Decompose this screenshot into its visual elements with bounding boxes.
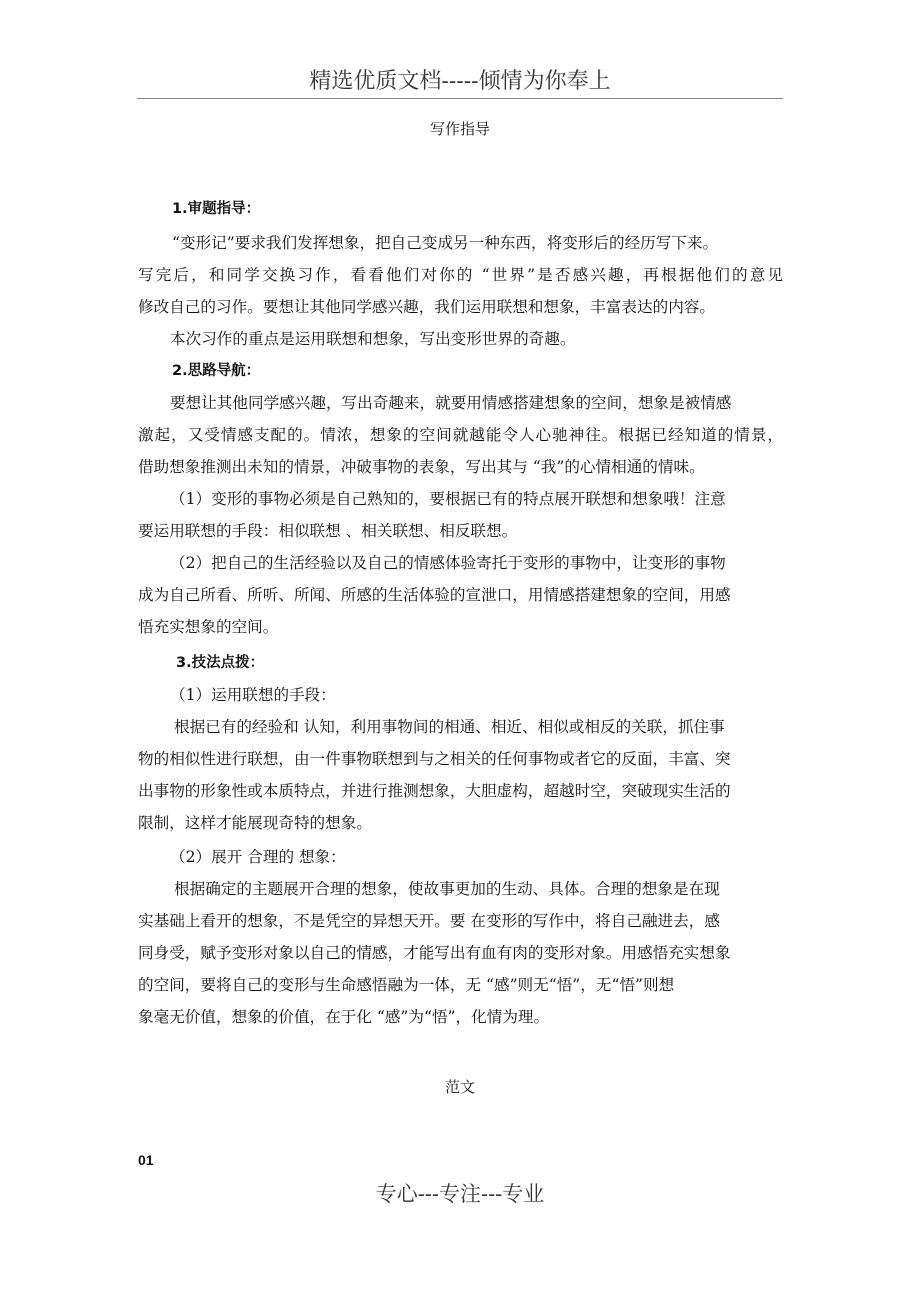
paragraph-line: 激起，又受情感支配的。情浓，想象的空间就越能令人心驰神往。根据已经知道的情景， [138, 426, 783, 444]
sample-number: 01 [138, 1152, 154, 1168]
paragraph-line: 写完后，和同学交换习作，看看他们对你的 “世界”是否感兴趣，再根据他们的意见 [138, 266, 783, 284]
paragraph-line: （2）把自己的生活经验以及自己的情感体验寄托于变形的事物中，让变形的事物 [170, 554, 726, 572]
paragraph-line: 根据确定的主题展开合理的想象，使故事更加的生动、具体。合理的想象是在现 [174, 880, 720, 898]
section-1-heading: 1.审题指导： [172, 201, 261, 217]
page-footer: 专心---专注---专业 [375, 1182, 545, 1206]
paragraph-line: 限制，这样才能展现奇特的想象。 [138, 814, 372, 832]
document-title: 写作指导 [429, 120, 490, 138]
page-header-title: 精选优质文档-----倾情为你奉上 [309, 69, 611, 94]
paragraph-line: 象毫无价值，想象的价值，在于化 “感”为“悟”，化情为理。 [138, 1008, 550, 1026]
paragraph-line: 出事物的形象性或本质特点，并进行推测想象，大胆虚构，超越时空，突破现实生活的 [138, 782, 731, 800]
sample-essay-title: 范文 [444, 1078, 475, 1096]
paragraph-line: 物的相似性进行联想，由一件事物联想到与之相关的任何事物或者它的反面，丰富、突 [138, 750, 731, 768]
section-2-heading: 2.思路导航： [172, 363, 261, 379]
paragraph-line: 本次习作的重点是运用联想和想象，写出变形世界的奇趣。 [170, 330, 576, 348]
paragraph-line: 根据已有的经验和 认知，利用事物间的相通、相近、相似或相反的关联，抓住事 [174, 718, 725, 736]
paragraph-line: 借助想象推测出未知的情景，冲破事物的表象，写出其与 “我”的心情相通的情味。 [138, 458, 705, 476]
paragraph-line: “变形记”要求我们发挥想象，把自己变成另一种东西，将变形后的经历写下来。 [172, 234, 719, 252]
paragraph-line: （1）变形的事物必须是自己熟知的，要根据已有的特点展开联想和想象哦！注意 [170, 490, 726, 508]
paragraph-line: 成为自己所看、所听、所闻、所感的生活体验的宣泄口，用情感搭建想象的空间，用感 [138, 586, 731, 604]
paragraph-line: 悟充实想象的空间。 [138, 618, 279, 636]
section-3-heading: 3.技法点拨： [176, 655, 265, 671]
paragraph-line: （2）展开 合理的 想象： [170, 848, 346, 866]
paragraph-line: （1）运用联想的手段： [170, 686, 336, 704]
paragraph-line: 要想让其他同学感兴趣，写出奇趣来，就要用情感搭建想象的空间，想象是被情感 [170, 394, 732, 412]
paragraph-line: 的空间，要将自己的变形与生命感悟融为一体，无 “感”则无“悟”，无“悟”则想 [138, 976, 675, 994]
paragraph-line: 同身受，赋予变形对象以自己的情感，才能写出有血有肉的变形对象。用感悟充实想象 [138, 944, 731, 962]
paragraph-line: 实基础上看开的想象，不是凭空的异想天开。要 在变形的写作中，将自己融进去，感 [138, 912, 720, 930]
paragraph-line: 修改自己的习作。要想让其他同学感兴趣，我们运用联想和想象，丰富表达的内容。 [138, 298, 715, 316]
paragraph-line: 要运用联想的手段：相似联想 、相关联想、相反联想。 [138, 522, 518, 540]
header-divider [137, 98, 783, 99]
